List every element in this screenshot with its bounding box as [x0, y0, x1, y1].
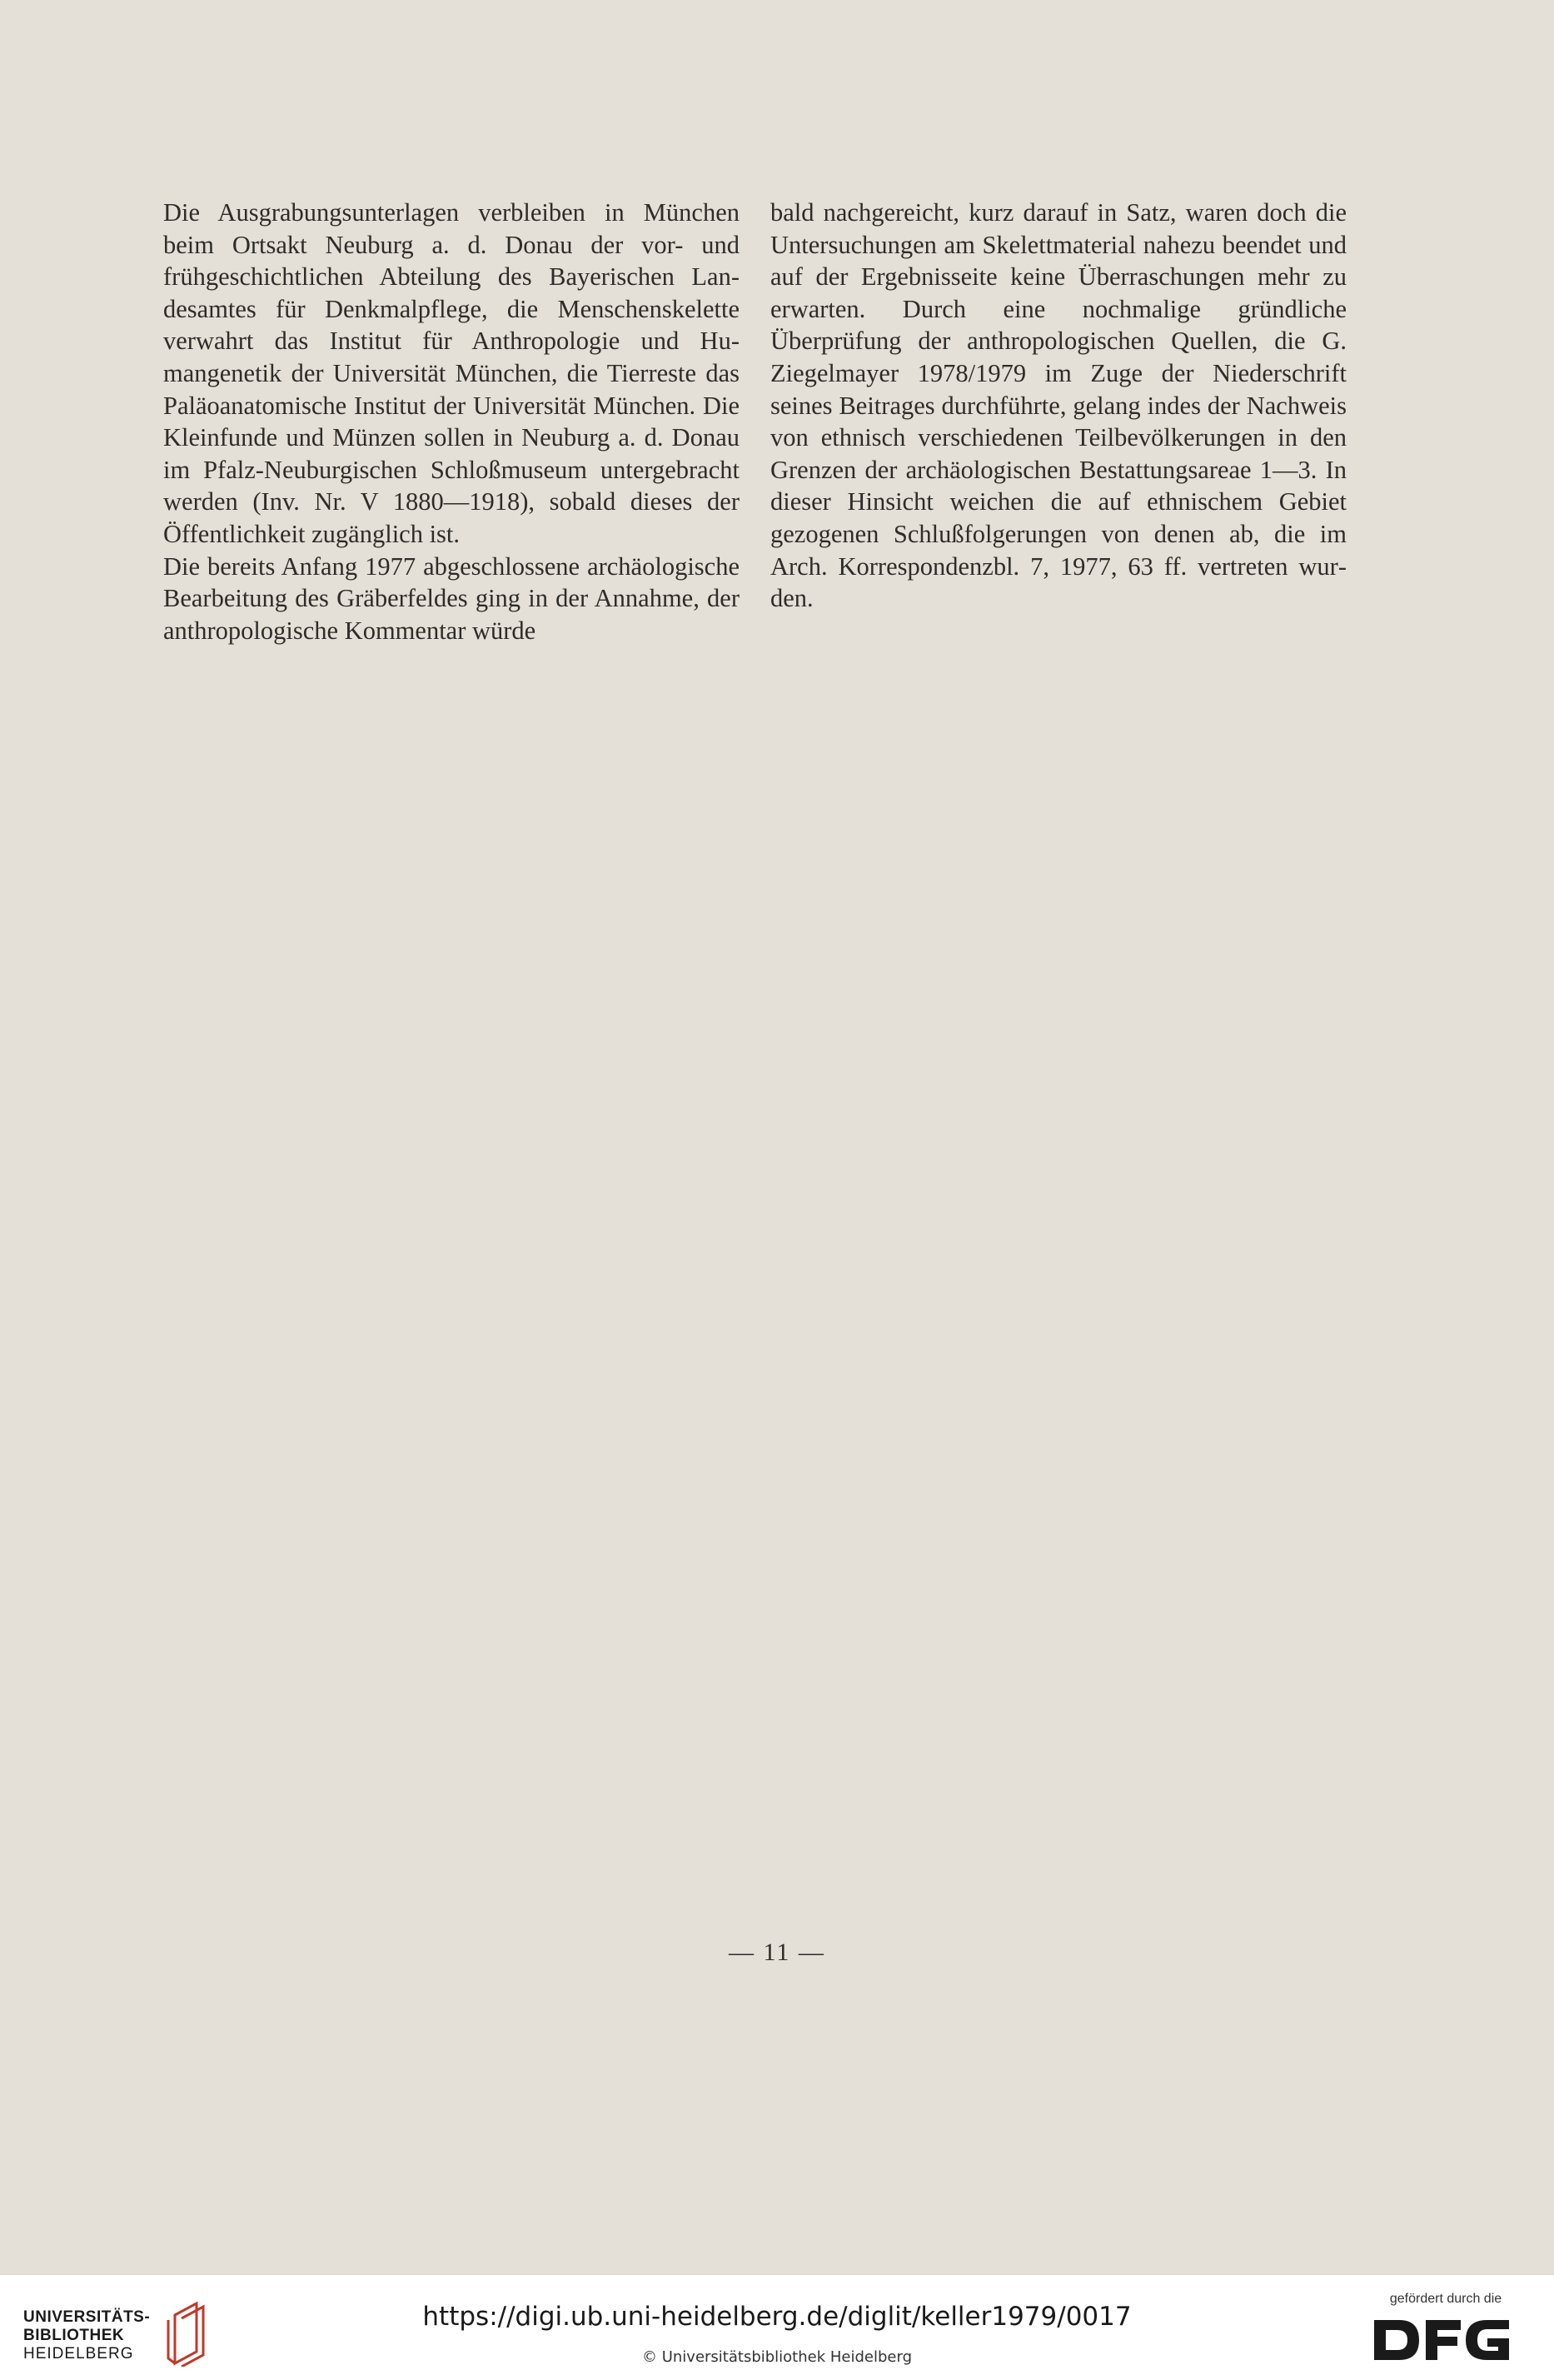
copyright-notice: © Universitätsbibliothek Heidelberg [641, 2348, 912, 2366]
left-paragraph-1: Die Ausgrabungsunterlagen verbleiben in München beim Ortsakt Neuburg a. d. Donau der vor- und frühgeschichtlichen Abteilung des Bayerischen Landesamtes für Denkmalpflege, die Menschenskelette verwahrt das Institut für Anthropologie und Humangenetik der Universität München, die Tierreste das Paläoanatomische Institut der Universität München. Die Kleinfunde und Münzen sollen in Neuburg a. d. Donau im Pfalz-Neuburgischen Schloßmuseum untergebracht werden (Inv. Nr. V 1880—1918), sobald dieses der Öffentlichkeit zugänglich ist. [163, 198, 740, 548]
library-name-line-2: BIBLIOTHEK [23, 2327, 125, 2344]
right-text-column [770, 197, 1347, 615]
left-text-column [163, 197, 740, 646]
footer-bar [0, 2274, 1554, 2380]
right-paragraph-1: bald nachgereicht, kurz darauf in Satz, waren doch die Untersuchungen am Skelettmaterial nahezu beendet und auf der Ergebnisseite keine Überraschungen mehr zu erwarten. Durch eine nochmalige gründliche Überprüfung der anthropologischen Quellen, die G. Ziegelmayer 1978/1979 im Zuge der Niederschrift seines Beitrages durchführte, gelang indes der Nachweis von ethnisch verschiedenen Teilbevölkerungen in den Grenzen der archäologischen Bestattungsareae 1—3. In dieser Hinsicht weichen die auf ethnischem Gebiet gezogenen Schlußfolgerungen von denen ab, die im Arch. Korrespondenzbl. 7, 1977, 63 ff. vertreten wurden. [770, 198, 1347, 613]
page-number: — 11 — [729, 1938, 825, 1966]
dfg-logo[interactable] [1362, 2287, 1529, 2370]
left-paragraph-2: Die bereits Anfang 1977 abgeschlossene archäologische Bearbeitung des Gräberfeldes ging in der Annahme, der anthropologische Kommentar würde [163, 551, 740, 645]
library-name-line-1: UNIVERSITÄTS- [23, 2308, 151, 2326]
dfg-logo-icon [1371, 2315, 1512, 2365]
document-url-link[interactable]: https://digi.ub.uni-heidelberg.de/diglit/keller1979/0017 [422, 2302, 1132, 2332]
library-name-line-3: HEIDELBERG [23, 2345, 134, 2363]
dfg-caption: gefördert durch die [1389, 2292, 1502, 2306]
